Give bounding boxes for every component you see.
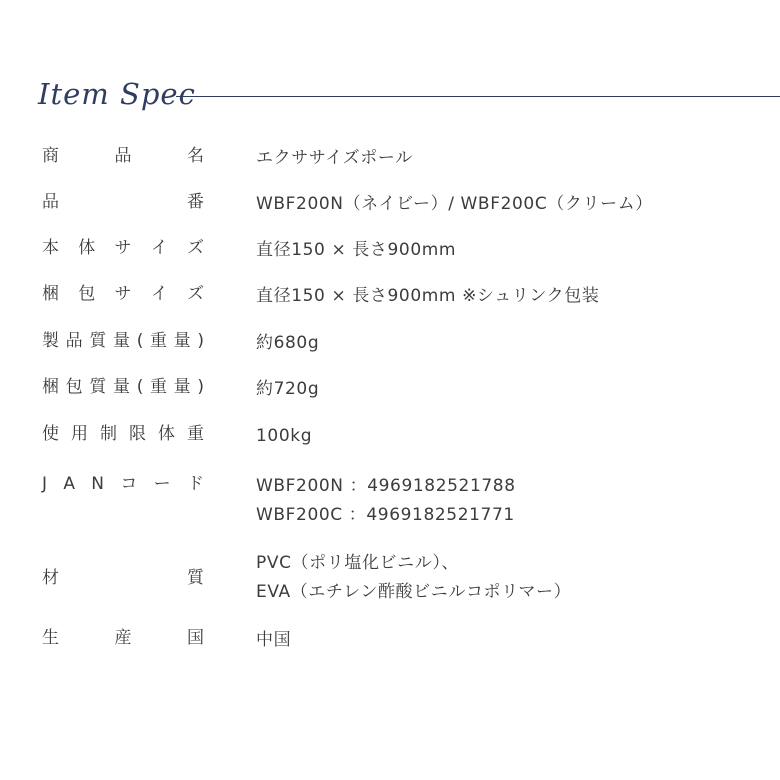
- spec-value: [256, 626, 291, 655]
- spec-label: [42, 566, 204, 590]
- spec-label-char: (: [136, 331, 144, 351]
- spec-label-char: 品: [114, 146, 132, 166]
- spec-value-line: 約720g: [256, 379, 320, 399]
- spec-label-char: J: [42, 474, 48, 494]
- spec-label-char: ド: [186, 474, 204, 494]
- spec-label-char: 重: [150, 377, 167, 397]
- spec-label-char: イ: [150, 238, 168, 258]
- spec-value-line: 約680g: [256, 333, 320, 353]
- spec-label-char: (: [136, 377, 144, 397]
- spec-value-line: PVC（ポリ塩化ビニル）、: [256, 553, 460, 573]
- spec-label-char: 重: [187, 424, 204, 444]
- spec-label-char: ズ: [187, 238, 204, 258]
- spec-label: [42, 626, 204, 650]
- spec-value: [256, 329, 319, 358]
- spec-label-char: 製: [42, 331, 59, 351]
- spec-value-line: EVA（エチレン酢酸ビニルコポリマー）: [256, 582, 572, 602]
- spec-label: [42, 375, 204, 399]
- spec-label-char: 商: [42, 146, 59, 166]
- spec-value: [256, 190, 653, 219]
- spec-label-char: 包: [65, 377, 83, 397]
- spec-label-char: 量: [113, 377, 131, 397]
- spec-value-line: WBF200N ：4969182521788: [256, 476, 516, 496]
- spec-value-line: WBF200C ：4969182521771: [256, 505, 515, 525]
- spec-value: [256, 236, 456, 265]
- spec-label-char: 量: [113, 331, 131, 351]
- spec-label: [42, 236, 204, 260]
- header-divider: [176, 96, 780, 97]
- spec-label-char: 名: [187, 146, 204, 166]
- spec-value: [256, 422, 312, 451]
- spec-value: [256, 472, 516, 530]
- spec-label-char: 体: [78, 238, 96, 258]
- spec-label-char: 産: [114, 628, 132, 648]
- spec-label-char: 量: [173, 331, 191, 351]
- spec-value-line: 直径150 × 長さ900mm: [256, 240, 457, 260]
- spec-value: [256, 282, 599, 311]
- spec-label-char: 制: [100, 424, 117, 444]
- spec-label-char: 生: [42, 628, 59, 648]
- spec-value-line: エクササイズポール: [256, 148, 413, 168]
- spec-label-char: ): [197, 331, 204, 351]
- spec-label-char: 質: [89, 377, 107, 397]
- spec-label-char: 品: [42, 192, 59, 212]
- spec-value: [256, 375, 319, 404]
- spec-value: [256, 144, 413, 173]
- spec-label-char: 体: [158, 424, 175, 444]
- spec-label-char: ズ: [187, 284, 204, 304]
- spec-label: [42, 190, 204, 214]
- spec-label-char: 材: [42, 568, 59, 588]
- spec-label-char: サ: [114, 238, 132, 258]
- spec-label-char: コ: [120, 474, 138, 494]
- spec-label-char: 国: [187, 628, 204, 648]
- spec-label-char: N: [91, 474, 104, 494]
- spec-label: [42, 422, 204, 446]
- spec-label: [42, 472, 204, 496]
- spec-label-char: 梱: [42, 377, 59, 397]
- page-title: Item Spec: [38, 77, 196, 111]
- spec-value: [256, 549, 571, 607]
- spec-label-char: 包: [78, 284, 96, 304]
- spec-label-char: 本: [42, 238, 59, 258]
- spec-value-line: 直径150 × 長さ900mm ※シュリンク包装: [256, 286, 600, 306]
- spec-label-char: A: [63, 474, 75, 494]
- spec-label-char: サ: [114, 284, 132, 304]
- spec-label-char: 品: [65, 331, 83, 351]
- spec-label-char: イ: [150, 284, 168, 304]
- spec-label-char: 使: [42, 424, 59, 444]
- spec-label-char: ): [197, 377, 204, 397]
- spec-label: [42, 144, 204, 168]
- spec-label-char: 限: [129, 424, 146, 444]
- spec-header: [38, 74, 780, 120]
- spec-value-line: WBF200N（ネイビー）/ WBF200C（クリーム）: [256, 194, 653, 214]
- spec-label-char: ー: [153, 474, 171, 494]
- spec-label: [42, 329, 204, 353]
- spec-label-char: 量: [173, 377, 191, 397]
- spec-label-char: 梱: [42, 284, 59, 304]
- spec-label-char: 重: [150, 331, 167, 351]
- spec-label-char: 用: [71, 424, 88, 444]
- spec-value-line: 100kg: [256, 426, 313, 446]
- spec-value-line: 中国: [256, 630, 292, 650]
- spec-label-char: 番: [187, 192, 204, 212]
- spec-label-char: 質: [89, 331, 107, 351]
- spec-label-char: 質: [187, 568, 204, 588]
- spec-label: [42, 282, 204, 306]
